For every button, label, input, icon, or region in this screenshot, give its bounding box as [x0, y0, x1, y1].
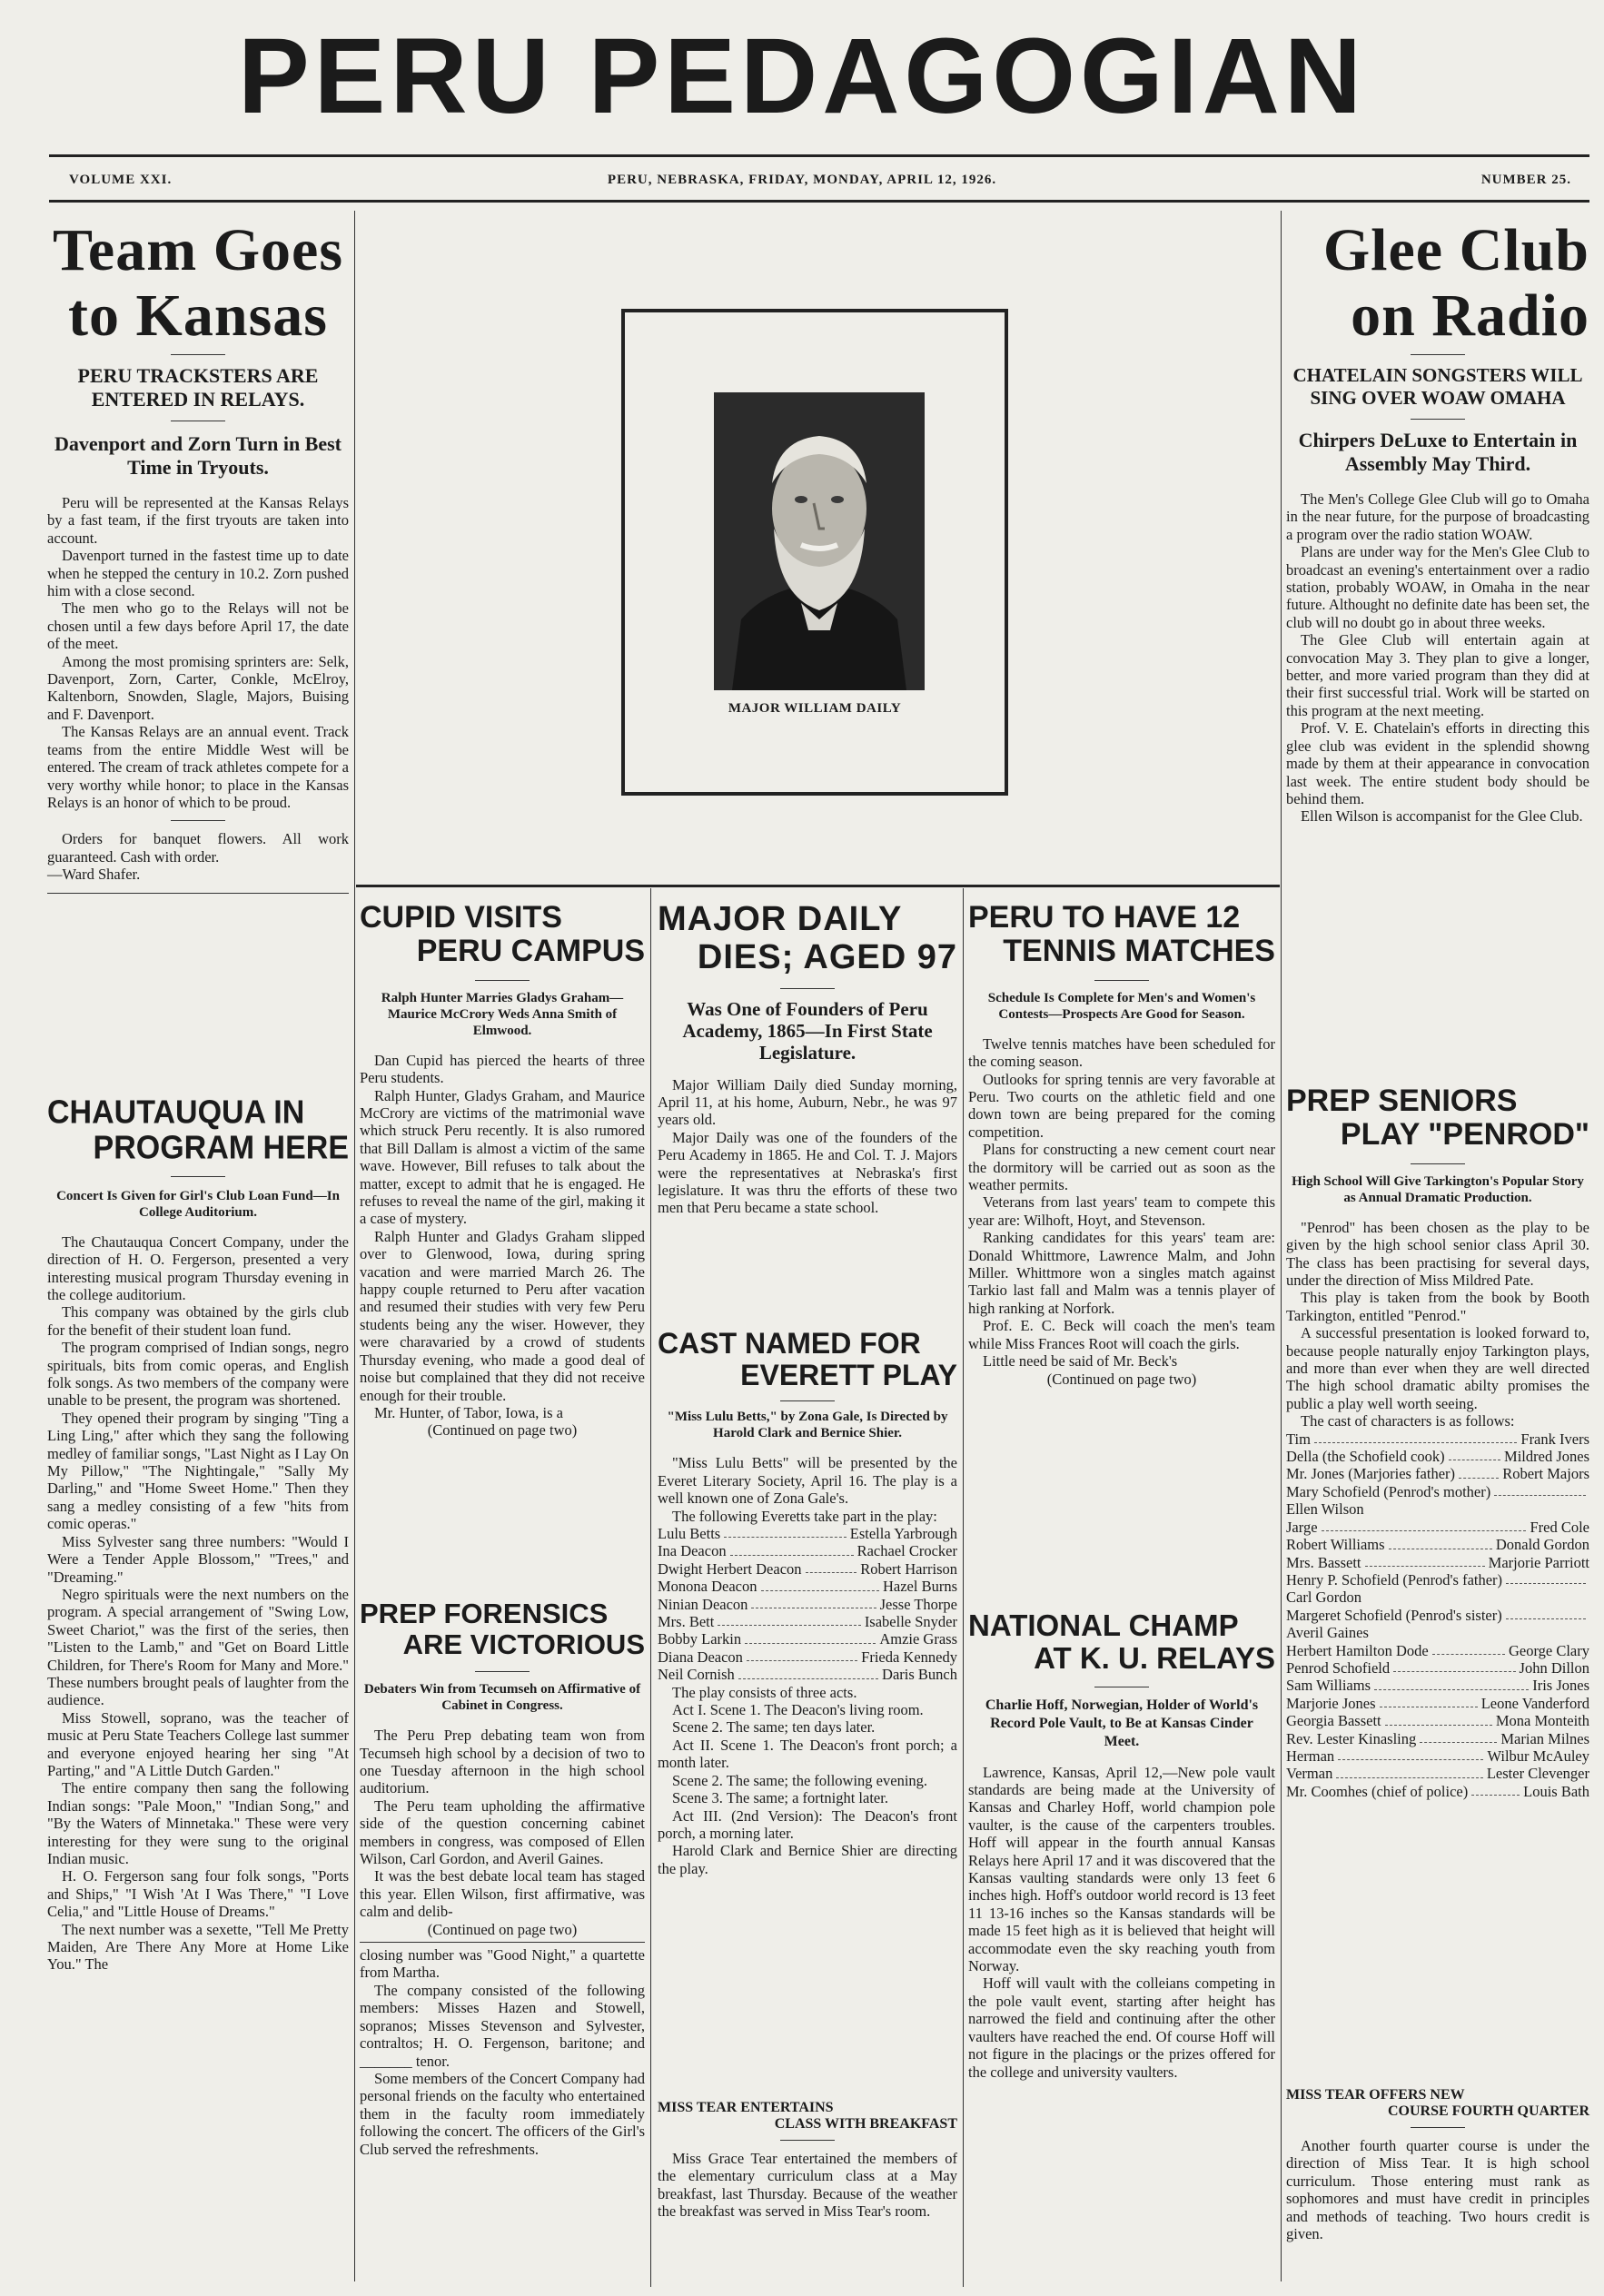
chautauqua-paragraph: Negro spirituals were the next numbers on the program. A special arrangement of "Swing Low, Sweet Chariot," was the first of the series, then "Listen to the Lamb," and "Get on Board Little Children, for There's Room for Many and More." These numbers brought peals of laughter from the audience.: [47, 1585, 349, 1709]
issue-number: NUMBER 25.: [1480, 173, 1571, 187]
cast-actor: Rachael Crocker: [856, 1542, 957, 1560]
glee-subdeck: Chirpers DeLuxe to Entertain in Assembly May Third.: [1298, 429, 1578, 475]
center-section-rule: [356, 885, 1280, 887]
course-article: [1286, 2087, 1589, 2242]
chautauqua-continuation: The company consisted of the following members: Misses Hazen and Stowell, sopranos; Misses Stevenson and Sylvester, contraltos; H. O. Fergenson, baritone; and _______ tenor.: [360, 1981, 645, 2070]
everett-act-line: Act II. Scene 1. The Deacon's front porch; a month later.: [658, 1736, 957, 1772]
everett-headline-2: EVERETT PLAY: [740, 1359, 957, 1392]
cast-actor: Mildred Jones: [1504, 1448, 1589, 1466]
cupid-article: [360, 901, 645, 1440]
cast-actor: Robert Majors: [1502, 1465, 1589, 1483]
cast-role: Mr. Coomhes (chief of police): [1286, 1782, 1469, 1800]
cast-actor: Mona Monteith: [1495, 1712, 1589, 1730]
everett-cast-row: [658, 1560, 957, 1578]
volume-label: VOLUME XXI.: [69, 173, 173, 187]
glee-paragraph: The Men's College Glee Club will go to Omaha in the near future, for the purpose of broadcasting a program over the radio station WOAW.: [1286, 490, 1589, 543]
team-headline-2: to Kansas: [68, 282, 328, 349]
chautauqua-paragraph: The next number was a sexette, "Tell Me Pretty Maiden, Are There Any More at Home Like You." The: [47, 1920, 349, 1974]
cast-role: Tim: [1286, 1430, 1311, 1448]
chautauqua-paragraph: Miss Sylvester sang three numbers: "Would I Were a Tender Apple Blossom," "Trees," and "Dreaming.": [47, 1532, 349, 1586]
everett-cast-row: [658, 1578, 957, 1595]
cast-role: Neil Cornish: [658, 1666, 735, 1684]
tennis-paragraph: Veterans from last years' team to compete this year are: Wilhoft, Hoyt, and Stevenson.: [968, 1193, 1275, 1229]
everett-act-line: Harold Clark and Bernice Shier are directing the play.: [658, 1842, 957, 1877]
team-deck: PERU TRACKSTERS ARE ENTERED IN RELAYS.: [77, 364, 319, 411]
team-paragraph: Davenport turned in the fastest time up to date when he stepped the century in 10.2. Zorn pushed him with a close second.: [47, 547, 349, 600]
penrod-paragraph: "Penrod" has been chosen as the play to be given by the high school senior class April 30. The class has been practising for several days, under the direction of Miss Mildred Pate.: [1286, 1218, 1589, 1289]
chautauqua-paragraph: Miss Stowell, soprano, was the teacher of music at Peru State Teachers College last summer and everyone enjoyed hearing her sing "At Parting," and "A Little Dutch Garden.": [47, 1708, 349, 1779]
cast-role: Herbert Hamilton Dode: [1286, 1641, 1429, 1659]
glee-headline-1: Glee Club: [1322, 217, 1589, 283]
cast-role: Ina Deacon: [658, 1542, 727, 1560]
masthead-rule-bottom: [49, 200, 1589, 203]
team-article: [47, 218, 349, 894]
cast-actor: Hazel Burns: [882, 1578, 957, 1596]
dateline-place-date: PERU, NEBRASKA, FRIDAY, MONDAY, APRIL 12, 1926.: [607, 173, 997, 187]
forensics-article: [360, 1598, 645, 2158]
hoff-deck: Charlie Hoff, Norwegian, Holder of World's Record Pole Vault, to Be at Kansas Cinder Meet.: [985, 1697, 1259, 1749]
cast-role: Bobby Larkin: [658, 1630, 742, 1648]
everett-cast-row: [658, 1630, 957, 1648]
everett-cast-row: [658, 1648, 957, 1666]
penrod-cast-row: [1286, 1747, 1589, 1765]
cast-role: Mrs. Bassett: [1286, 1553, 1361, 1571]
penrod-cast-row: [1286, 1465, 1589, 1482]
chautauqua-continuation: Some members of the Concert Company had personal friends on the faculty who entertained them in the faculty room immediately following the concert. The officers of the Girl's Club served the refreshments.: [360, 2069, 645, 2158]
cast-actor: Frank Ivers: [1520, 1430, 1589, 1448]
cast-actor: Louis Bath: [1523, 1782, 1589, 1800]
cast-role: Jarge: [1286, 1518, 1318, 1536]
tennis-deck: Schedule Is Complete for Men's and Women's Contests—Prospects Are Good for Season.: [987, 990, 1256, 1022]
cupid-paragraph: Dan Cupid has pierced the hearts of three Peru students.: [360, 1051, 645, 1087]
course-paragraph: Another fourth quarter course is under the direction of Miss Tear. It is high school curriculum. Those entering must rank as sophomores and must have credit in principles and methods of teaching. Two hours credit is given.: [1286, 2137, 1589, 2243]
tear-breakfast-headline-2: CLASS WITH BREAKFAST: [774, 2116, 957, 2132]
everett-act-line: Act III. (2nd Version): The Deacon's front porch, a morning later.: [658, 1806, 957, 1842]
forensics-headline-2: ARE VICTORIOUS: [402, 1628, 645, 1661]
cast-role: Mrs. Bett: [658, 1613, 715, 1631]
tennis-article: [968, 901, 1275, 1388]
cast-actor: Marjorie Parriott: [1488, 1553, 1589, 1571]
everett-headline-1: CAST NAMED FOR: [658, 1327, 921, 1360]
everett-cast-row: [658, 1525, 957, 1542]
cast-role: Marjorie Jones: [1286, 1694, 1376, 1712]
cupid-paragraph: Ralph Hunter, Gladys Graham, and Maurice McCrory are victims of the matrimonial wave which struck Peru recently. It is also rumored that Bill Dallam is almost a victim of the same wave. However, Bill refuses to talk about the matter, except to admit that he is engaged. He refuses to reveal the name of the girl, making it a case of mystery.: [360, 1086, 645, 1228]
tennis-paragraph: Twelve tennis matches have been scheduled for the coming season.: [968, 1034, 1275, 1071]
everett-cast-row: [658, 1596, 957, 1613]
cast-role: Georgia Bassett: [1286, 1712, 1381, 1730]
cast-actor: Wilbur McAuley: [1487, 1747, 1589, 1765]
cast-role: Penrod Schofield: [1286, 1658, 1391, 1677]
penrod-cast-row: [1286, 1659, 1589, 1677]
hoff-paragraph: Lawrence, Kansas, April 12,—New pole vault standards are being made at the University of Kansas and Charley Hoff, world champion pole vaulter, is the cause of the carpenters troubles. Hoff will appear in the fourth annual Kansas Relays here April 17 and it was discovered that the Kansas vaulting standards were only 13 feet 6 inches high. Hoff's outdoor world record is 13 feet 11 13-16 inches so the Kansas standards will be made 15 feet high as it is believed that height will accommodate even the sky reaching youth from Norway.: [968, 1763, 1275, 1975]
cast-role: Mary Schofield (Penrod's mother): [1286, 1482, 1491, 1500]
team-paragraph: Peru will be represented at the Kansas Relays by a fast team, if the first tryouts are taken into account.: [47, 494, 349, 547]
course-headline-2: COURSE FOURTH QUARTER: [1387, 2103, 1589, 2119]
ad-text: Orders for banquet flowers. All work guaranteed. Cash with order.: [47, 830, 349, 866]
penrod-deck: High School Will Give Tarkington's Popular Story as Annual Dramatic Production.: [1292, 1173, 1584, 1205]
cast-actor: Jesse Thorpe: [879, 1595, 957, 1613]
daily-headline-2: DIES; AGED 97: [697, 937, 957, 976]
daily-article: [658, 901, 957, 1217]
chautauqua-paragraph: The entire company then sang the following Indian songs: "Pale Moon," "Indian Song," and "By the Waters of Minnetaka." These were very interesting for they were sung to the original Indian music.: [47, 1779, 349, 1867]
cast-actor: Donald Gordon: [1495, 1536, 1589, 1554]
penrod-paragraph: A successful presentation is looked forward to, because people naturally enjoy Tarkington plays, and more than ever when they are well directed The high school dramatic abilty promises the public a play well worth seeing.: [1286, 1324, 1589, 1412]
cast-actor: Estella Yarbrough: [849, 1525, 957, 1542]
forensics-paragraph: The Peru Prep debating team won from Tecumseh high school by a decision of two to one Tuesday afternoon in the high school auditorium.: [360, 1727, 645, 1797]
everett-act-line: Scene 3. The same; a fortnight later.: [672, 1789, 888, 1807]
cast-role: Sam Williams: [1286, 1677, 1371, 1695]
cast-actor: John Dillon: [1519, 1658, 1589, 1677]
hoff-headline-2: AT K. U. RELAYS: [1034, 1641, 1275, 1676]
everett-cast-row: [658, 1666, 957, 1683]
cast-role: Monona Deacon: [658, 1578, 757, 1596]
cast-actor: Carl Gordon: [1286, 1588, 1361, 1607]
column-rule: [1281, 211, 1282, 2281]
penrod-headline-2: PLAY "PENROD": [1340, 1117, 1589, 1153]
chautauqua-paragraph: The Chautauqua Concert Company, under the direction of H. O. Fergerson, presented a very interesting musical program Thursday evening in the college auditorium.: [47, 1232, 349, 1303]
penrod-cast-row: [1286, 1483, 1589, 1519]
penrod-cast-list: [1286, 1430, 1589, 1801]
cast-role: Rev. Lester Kinasling: [1286, 1729, 1417, 1747]
cupid-paragraph: Ralph Hunter and Gladys Graham slipped over to Glenwood, Iowa, during spring vacation and were married March 26. The happy couple returned to Peru after vacation and resumed their studies with very few Peru students being any the wiser. However, they were charavaried by a crowd of students Thursday evening, who made a good deal of noise but complained that they did not receive enough for their trouble.: [360, 1227, 645, 1404]
course-headline-1: MISS TEAR OFFERS NEW: [1286, 2087, 1465, 2103]
tear-breakfast-headline-1: MISS TEAR ENTERTAINS: [658, 2100, 834, 2115]
glee-article: [1286, 218, 1589, 826]
everett-act-line: Scene 2. The same; the following evening.: [672, 1771, 928, 1789]
cast-actor: Iris Jones: [1532, 1677, 1589, 1695]
cast-role: Ninian Deacon: [658, 1595, 748, 1613]
team-paragraph: Among the most promising sprinters are: Selk, Davenport, Zorn, Carter, Conkle, McElroy, Kaltenborn, Snowden, Slagle, Majors, Buising and F. Davenport.: [47, 652, 349, 723]
tennis-paragraph: Outlooks for spring tennis are very favorable at Peru. Two courts on the athletic field and one down town are being prepared for the coming competition.: [968, 1070, 1275, 1141]
cast-actor: Frieda Kennedy: [861, 1648, 957, 1666]
glee-headline-2: on Radio: [1351, 282, 1589, 349]
portrait-caption: MAJOR WILLIAM DAILY: [728, 701, 902, 716]
penrod-cast-row: [1286, 1712, 1589, 1729]
column-rule: [963, 888, 964, 2287]
everett-cast-row: [658, 1542, 957, 1559]
glee-paragraph: Prof. V. E. Chatelain's efforts in directing this glee club was evident in the splendid showng made by them at their appearance in convocation last week. The entire student body should be behind them.: [1286, 719, 1589, 807]
cast-role: Herman: [1286, 1747, 1335, 1765]
everett-cast-row: [658, 1613, 957, 1630]
chautauqua-paragraph: The program comprised of Indian songs, negro spirituals, bits from comic operas, and English folk songs. As two members of the company were unable to be present, the program was shortened.: [47, 1339, 349, 1410]
cast-actor: Lester Clevenger: [1486, 1765, 1589, 1783]
everett-act-line: The play consists of three acts.: [672, 1683, 857, 1701]
team-paragraph: The men who go to the Relays will not be chosen until a few days before April 17, the date of the meet.: [47, 599, 349, 653]
tennis-headline-2: TENNIS MATCHES: [1003, 934, 1275, 969]
penrod-article: [1286, 1084, 1589, 1800]
glee-paragraph: Plans are under way for the Men's Glee Club to broadcast an evening's entertainment over a radio station, probably WOAW, in Omaha in the near future. Althought no definite date has been set, the club will no doubt go in about three weeks.: [1286, 543, 1589, 631]
portrait-photo: [714, 392, 925, 690]
penrod-cast-row: [1286, 1677, 1589, 1694]
hoff-article: [968, 1609, 1275, 2081]
team-headline-1: Team Goes: [52, 217, 344, 283]
cast-actor: Averil Gaines: [1286, 1624, 1369, 1642]
forensics-paragraph: The Peru team upholding the affirmative side of the question concerning cabinet members in congress, was composed of Ellen Wilson, Carl Gordon, and Averil Gaines.: [360, 1796, 645, 1868]
column-rule: [650, 888, 651, 2287]
cast-role: Verman: [1286, 1765, 1333, 1783]
penrod-paragraph: This play is taken from the book by Booth Tarkington, entitled "Penrod.": [1286, 1289, 1589, 1324]
cupid-deck: Ralph Hunter Marries Gladys Graham—Maurice McCrory Weds Anna Smith of Elmwood.: [381, 990, 624, 1038]
cupid-headline-2: PERU CAMPUS: [416, 934, 645, 969]
tennis-paragraph: Ranking candidates for this years' team are: Donald Whittmore, Lawrence Malm, and John Miller. Whittmore won a singles match against Tarkio last fall and Malm was a tennis player of high ranking at Norfork.: [968, 1229, 1275, 1317]
tennis-paragraph: Little need be said of Mr. Beck's: [983, 1352, 1178, 1371]
chautauqua-continuation: closing number was "Good Night," a quartette from Martha.: [360, 1946, 645, 1982]
glee-paragraph: Ellen Wilson is accompanist for the Glee Club.: [1301, 807, 1583, 826]
cast-actor: Robert Harrison: [860, 1559, 957, 1578]
penrod-cast-row: [1286, 1571, 1589, 1607]
forensics-headline-1: PREP FORENSICS: [360, 1598, 609, 1629]
chautauqua-paragraph: They opened their program by singing "Ting a Ling Ling," after which they sang the following medley of familiar songs, "Last Night as I Lay On My Pillow," "The Nightingale," "Sally My Darling," and "Home Sweet Home." Then they sang a medley consisting of a few "hits from comic operas.": [47, 1409, 349, 1533]
glee-paragraph: The Glee Club will entertain again at convocation May 3. They plan to give a longer, better, and more varied program than they did at their first successful trial. Work will be started on this program at the next meeting.: [1286, 631, 1589, 719]
team-paragraph: The Kansas Relays are an annual event. Track teams from the entire Middle West will be entered. The cream of track athletes compete for a very worthy while honor; to place in the Kansas Relays is an honor of which to be proud.: [47, 723, 349, 811]
ad-signature: —Ward Shafer.: [47, 866, 141, 884]
penrod-cast-row: [1286, 1536, 1589, 1553]
everett-acts: [658, 1684, 957, 1877]
portrait-image: [714, 392, 925, 690]
cast-role: Diana Deacon: [658, 1648, 743, 1666]
penrod-headline-1: PREP SENIORS: [1286, 1084, 1518, 1118]
team-subdeck: Davenport and Zorn Turn in Best Time in Tryouts.: [54, 432, 342, 479]
cast-actor: Fred Cole: [1530, 1518, 1589, 1536]
penrod-cast-row: [1286, 1765, 1589, 1782]
everett-paragraph: "Miss Lulu Betts" will be presented by the Everet Literary Society, April 16. The play is a well known one of Zona Gale's.: [658, 1454, 957, 1508]
tear-breakfast-article: [658, 2100, 957, 2221]
cast-role: Dwight Herbert Deacon: [658, 1559, 802, 1578]
daily-paragraph: Major William Daily died Sunday morning, April 11, at his home, Auburn, Nebr., he was 97 years old.: [658, 1075, 957, 1129]
flower-ad: [47, 830, 349, 883]
cast-role: Lulu Betts: [658, 1525, 721, 1542]
everett-act-line: Scene 2. The same; ten days later.: [672, 1718, 876, 1737]
tennis-paragraph: Plans for constructing a new cement court near the dormitory will be carried out as soon as the weather permits.: [968, 1141, 1275, 1194]
column-rule: [354, 211, 355, 2281]
forensics-paragraph: It was the best debate local team has staged this year. Ellen Wilson, first affirmative, was calm and delib-: [360, 1867, 645, 1921]
penrod-cast-row: [1286, 1448, 1589, 1465]
everett-article: [658, 1328, 957, 1877]
cupid-continued: (Continued on page two): [427, 1421, 578, 1440]
everett-cast-list: [658, 1525, 957, 1684]
everett-deck: "Miss Lulu Betts," by Zona Gale, Is Directed by Harold Clark and Bernice Shier.: [667, 1410, 948, 1441]
penrod-cast-row: [1286, 1519, 1589, 1536]
chautauqua-deck: Concert Is Given for Girl's Club Loan Fund—In College Auditorium.: [56, 1188, 340, 1220]
forensics-continued: (Continued on page two): [427, 1920, 578, 1938]
hoff-paragraph: Hoff will vault with the colleians competing in the pole vault event, starting after height has narrowed the field and continuing after the other vaulters have reached the end. Of course Hoff will not figure in the placings or the prizes offered for the college and university vaulters.: [968, 1974, 1275, 2081]
tennis-headline-1: PERU TO HAVE 12: [968, 900, 1241, 935]
cast-role: Margeret Schofield (Penrod's sister): [1286, 1606, 1502, 1624]
forensics-deck: Debaters Win from Tecumseh on Affirmative of Cabinet in Congress.: [363, 1682, 641, 1714]
penrod-cast-row: [1286, 1554, 1589, 1571]
tennis-continued: (Continued on page two): [1046, 1370, 1197, 1388]
cast-actor: George Clary: [1508, 1641, 1589, 1659]
cast-actor: Amzie Grass: [879, 1630, 957, 1648]
chautauqua-paragraph: This company was obtained by the girls club for the benefit of their student loan fund.: [47, 1303, 349, 1339]
chautauqua-paragraph: H. O. Fergerson sang four folk songs, "Ports and Ships," "I Wish 'At I Was There," "I Love Celia," and "Little House of Dreams.": [47, 1867, 349, 1921]
cast-actor: Isabelle Snyder: [864, 1613, 957, 1631]
penrod-cast-row: [1286, 1783, 1589, 1800]
daily-headline-1: MAJOR DAILY: [658, 900, 903, 938]
cast-role: Mr. Jones (Marjories father): [1286, 1465, 1456, 1483]
hoff-headline-1: NATIONAL CHAMP: [968, 1608, 1239, 1642]
penrod-cast-row: [1286, 1730, 1589, 1747]
cast-role: Henry P. Schofield (Penrod's father): [1286, 1570, 1503, 1588]
cast-role: Della (the Schofield cook): [1286, 1448, 1445, 1466]
masthead-rule-top: [49, 154, 1589, 157]
chautauqua-headline-2: PROGRAM HERE: [93, 1130, 349, 1167]
penrod-cast-row: [1286, 1607, 1589, 1642]
daily-paragraph: Major Daily was one of the founders of the Peru Academy in 1865. He and Col. T. J. Majors were the representatives at Nebraska's first legislature. It was thru the efforts of these two men that Peru became a state school.: [658, 1128, 957, 1217]
cast-actor: Daris Bunch: [882, 1666, 957, 1684]
cupid-paragraph: Mr. Hunter, of Tabor, Iowa, is a: [374, 1403, 564, 1421]
penrod-paragraph: The cast of characters is as follows:: [1301, 1412, 1515, 1430]
glee-deck: CHATELAIN SONGSTERS WILL SING OVER WOAW OMAHA: [1292, 364, 1583, 409]
tear-breakfast-paragraph: Miss Grace Tear entertained the members of the elementary curriculum class at a May breakfast, last Thursday. Because of the weather the breakfast was served in Miss Tear's room.: [658, 2150, 957, 2221]
tennis-paragraph: Prof. E. C. Beck will coach the men's team while Miss Frances Root will coach the girls.: [968, 1317, 1275, 1352]
everett-act-line: Act I. Scene 1. The Deacon's living room.: [672, 1701, 924, 1719]
chautauqua-headline-1: CHAUTAUQUA IN: [47, 1094, 305, 1131]
penrod-cast-row: [1286, 1695, 1589, 1712]
cast-role: Robert Williams: [1286, 1536, 1385, 1554]
cast-actor: Ellen Wilson: [1286, 1500, 1364, 1519]
cast-actor: Leone Vanderford: [1480, 1694, 1589, 1712]
everett-paragraph: The following Everetts take part in the play:: [672, 1507, 937, 1525]
daily-deck: Was One of Founders of Peru Academy, 1865—In First State Legislature.: [682, 997, 933, 1064]
cupid-headline-1: CUPID VISITS: [360, 900, 562, 935]
chautauqua-article: [47, 1095, 349, 1974]
cast-actor: Marian Milnes: [1500, 1729, 1589, 1747]
penrod-cast-row: [1286, 1430, 1589, 1448]
penrod-cast-row: [1286, 1642, 1589, 1659]
masthead: PERU PEDAGOGIAN: [237, 16, 1367, 136]
